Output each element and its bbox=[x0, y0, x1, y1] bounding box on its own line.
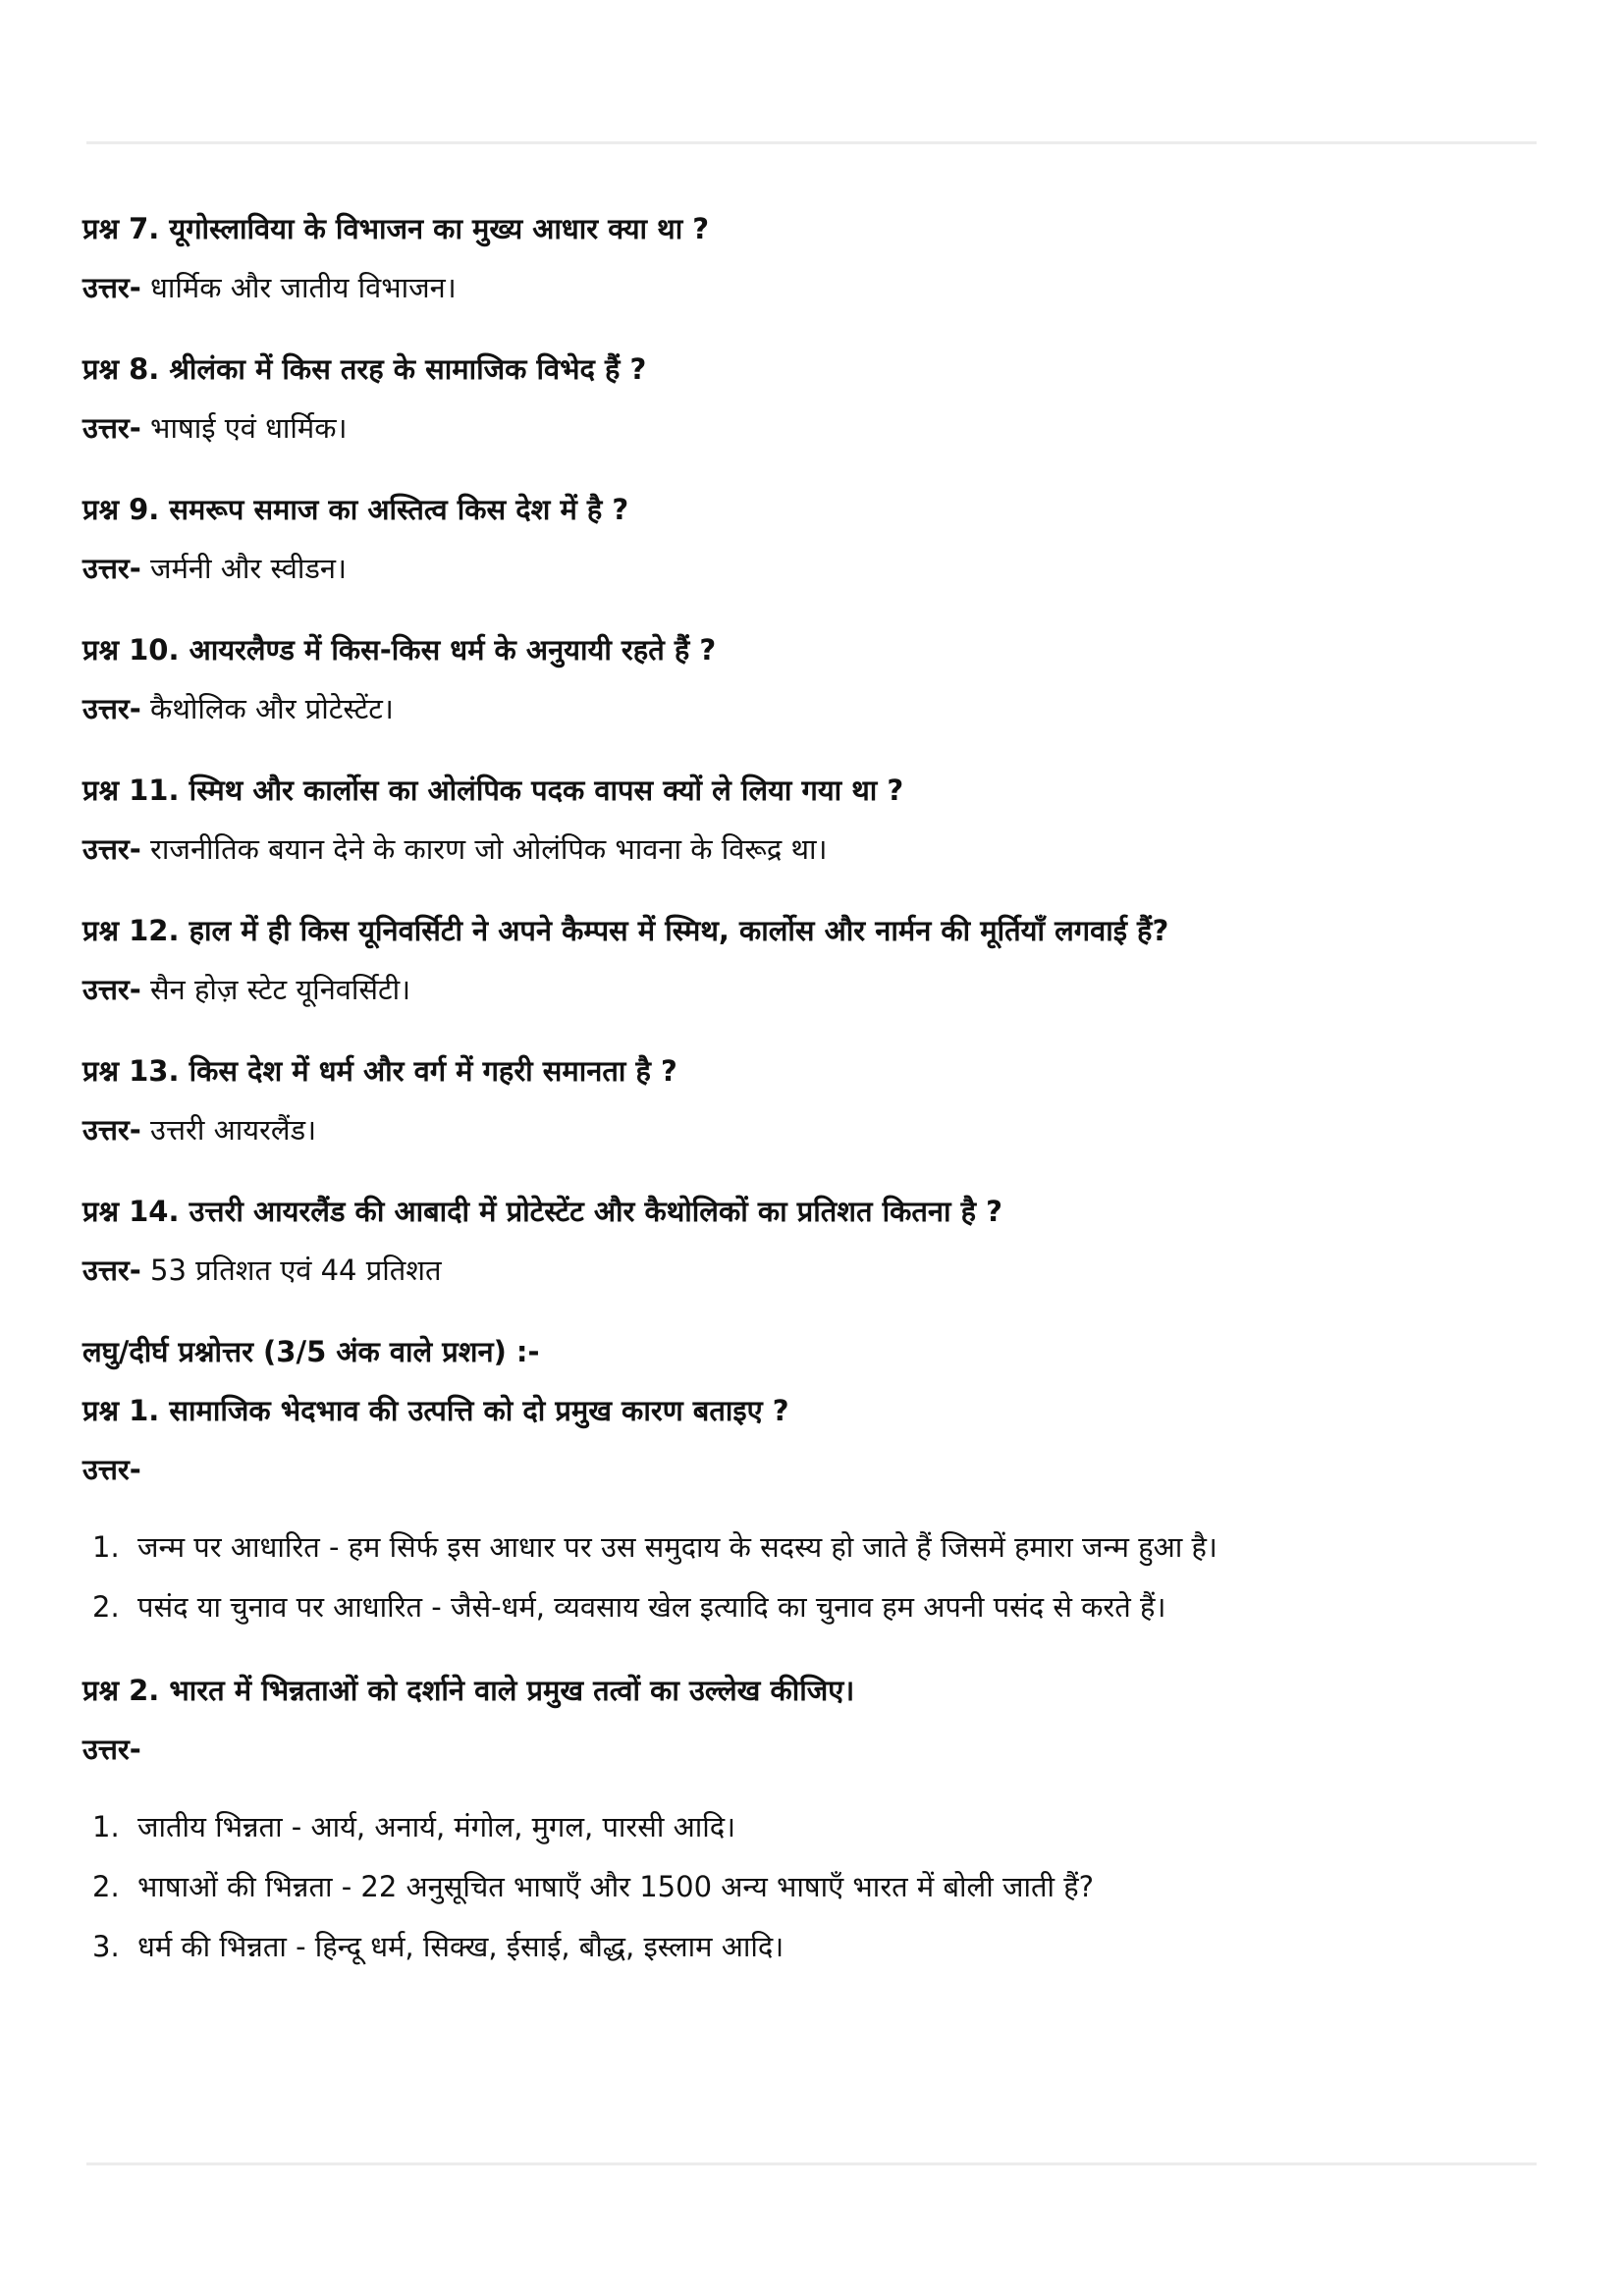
long-question-1 bbox=[82, 1388, 1545, 1630]
list-item bbox=[82, 1864, 1545, 1910]
list-number: 2. bbox=[92, 1590, 120, 1624]
answer-text: भाषाई एवं धार्मिक। bbox=[140, 411, 348, 445]
list-number: 1. bbox=[92, 1810, 120, 1843]
question-7 bbox=[82, 206, 1545, 311]
answer-text: कैथोलिक और प्रोटेस्टेंट। bbox=[140, 692, 394, 725]
question-text: प्रश्न 9. समरूप समाज का अस्तित्व किस देश में है ? bbox=[82, 493, 629, 526]
answer-label: उत्तर- bbox=[82, 411, 141, 445]
question-text: प्रश्न 13. किस देश में धर्म और वर्ग में गहरी समानता है ? bbox=[82, 1054, 677, 1088]
question-12 bbox=[82, 908, 1545, 1013]
top-divider bbox=[86, 141, 1537, 144]
question-text: प्रश्न 11. स्मिथ और कार्लोस का ओलंपिक पदक वापस क्यों ले लिया गया था ? bbox=[82, 774, 904, 807]
question-text: प्रश्न 8. श्रीलंका में किस तरह के सामाजिक विभेद हैं ? bbox=[82, 352, 647, 386]
question-14 bbox=[82, 1189, 1545, 1294]
long-question-2 bbox=[82, 1668, 1545, 1970]
question-text: प्रश्न 14. उत्तरी आयरलैंड की आबादी में प्रोटेस्टेंट और कैथोलिकों का प्रतिशत कितना है ? bbox=[82, 1195, 1002, 1228]
question-text: प्रश्न 10. आयरलैण्ड में किस-किस धर्म के अनुयायी रहते हैं ? bbox=[82, 633, 717, 667]
answer-label: उत्तर- bbox=[82, 832, 141, 866]
answer-label: उत्तर- bbox=[82, 1733, 141, 1766]
answer-text: उत्तरी आयरलैंड। bbox=[140, 1113, 317, 1147]
list-item-text: जातीय भिन्नता - आर्य, अनार्य, मंगोल, मुगल, पारसी आदि। bbox=[137, 1810, 736, 1843]
answer bbox=[82, 1248, 1545, 1294]
document-body bbox=[82, 206, 1545, 2007]
list-number: 2. bbox=[92, 1870, 120, 1903]
answer-label: उत्तर- bbox=[82, 973, 141, 1006]
list-item-text: पसंद या चुनाव पर आधारित - जैसे-धर्म, व्यवसाय खेल इत्यादि का चुनाव हम अपनी पसंद से करते हैं। bbox=[137, 1590, 1166, 1624]
answer bbox=[82, 686, 1545, 732]
answer-text: धार्मिक और जातीय विभाजन। bbox=[140, 271, 457, 304]
question-8 bbox=[82, 347, 1545, 452]
answer-text: जर्मनी और स्वीडन। bbox=[140, 552, 348, 585]
answer-label: उत्तर- bbox=[82, 1254, 141, 1287]
answer-label: उत्तर- bbox=[82, 552, 141, 585]
bottom-divider bbox=[86, 2163, 1537, 2165]
answer bbox=[82, 827, 1545, 873]
list-item-text: जन्म पर आधारित - हम सिर्फ इस आधार पर उस समुदाय के सदस्य हो जाते हैं जिसमें हमारा जन्म हुआ है। bbox=[137, 1530, 1217, 1564]
list-item bbox=[82, 1524, 1545, 1571]
answer-text: सैन होज़ स्टेट यूनिवर्सिटी। bbox=[140, 973, 411, 1006]
list-item bbox=[82, 1584, 1545, 1630]
answer-list bbox=[82, 1804, 1545, 1970]
list-item-text: भाषाओं की भिन्नता - 22 अनुसूचित भाषाएँ और 1500 अन्य भाषाएँ भारत में बोली जाती हैं? bbox=[137, 1870, 1095, 1903]
answer bbox=[82, 967, 1545, 1013]
answer-label: उत्तर- bbox=[82, 1113, 141, 1147]
answer bbox=[82, 405, 1545, 452]
question-13 bbox=[82, 1048, 1545, 1153]
list-number: 3. bbox=[92, 1930, 120, 1963]
answer-list bbox=[82, 1524, 1545, 1630]
answer bbox=[82, 265, 1545, 311]
question-11 bbox=[82, 768, 1545, 873]
list-item-text: धर्म की भिन्नता - हिन्दू धर्म, सिक्ख, ईसाई, बौद्ध, इस्लाम आदि। bbox=[137, 1930, 784, 1963]
list-number: 1. bbox=[92, 1530, 120, 1564]
answer bbox=[82, 546, 1545, 592]
question-text: प्रश्न 1. सामाजिक भेदभाव की उत्पत्ति को दो प्रमुख कारण बताइए ? bbox=[82, 1394, 789, 1427]
question-text: प्रश्न 2. भारत में भिन्नताओं को दर्शाने वाले प्रमुख तत्वों का उल्लेख कीजिए। bbox=[82, 1674, 855, 1707]
answer-text: 53 प्रतिशत एवं 44 प्रतिशत bbox=[140, 1254, 442, 1287]
answer-label: उत्तर- bbox=[82, 692, 141, 725]
answer-text: राजनीतिक बयान देने के कारण जो ओलंपिक भावना के विरूद्र था। bbox=[140, 832, 828, 866]
question-text: प्रश्न 12. हाल में ही किस यूनिवर्सिटी ने अपने कैम्पस में स्मिथ, कार्लोस और नार्मन की मूर्तियाँ लगवाई हैं? bbox=[82, 914, 1169, 947]
list-item bbox=[82, 1924, 1545, 1970]
question-10 bbox=[82, 627, 1545, 732]
answer bbox=[82, 1107, 1545, 1153]
list-item bbox=[82, 1804, 1545, 1850]
section-heading: लघु/दीर्घ प्रश्नोत्तर (3/5 अंक वाले प्रशन) :- bbox=[82, 1335, 540, 1368]
question-text: प्रश्न 7. यूगोस्लाविया के विभाजन का मुख्य आधार क्या था ? bbox=[82, 212, 710, 245]
answer-label: उत्तर- bbox=[82, 1453, 141, 1486]
answer-label: उत्तर- bbox=[82, 271, 141, 304]
question-9 bbox=[82, 487, 1545, 592]
